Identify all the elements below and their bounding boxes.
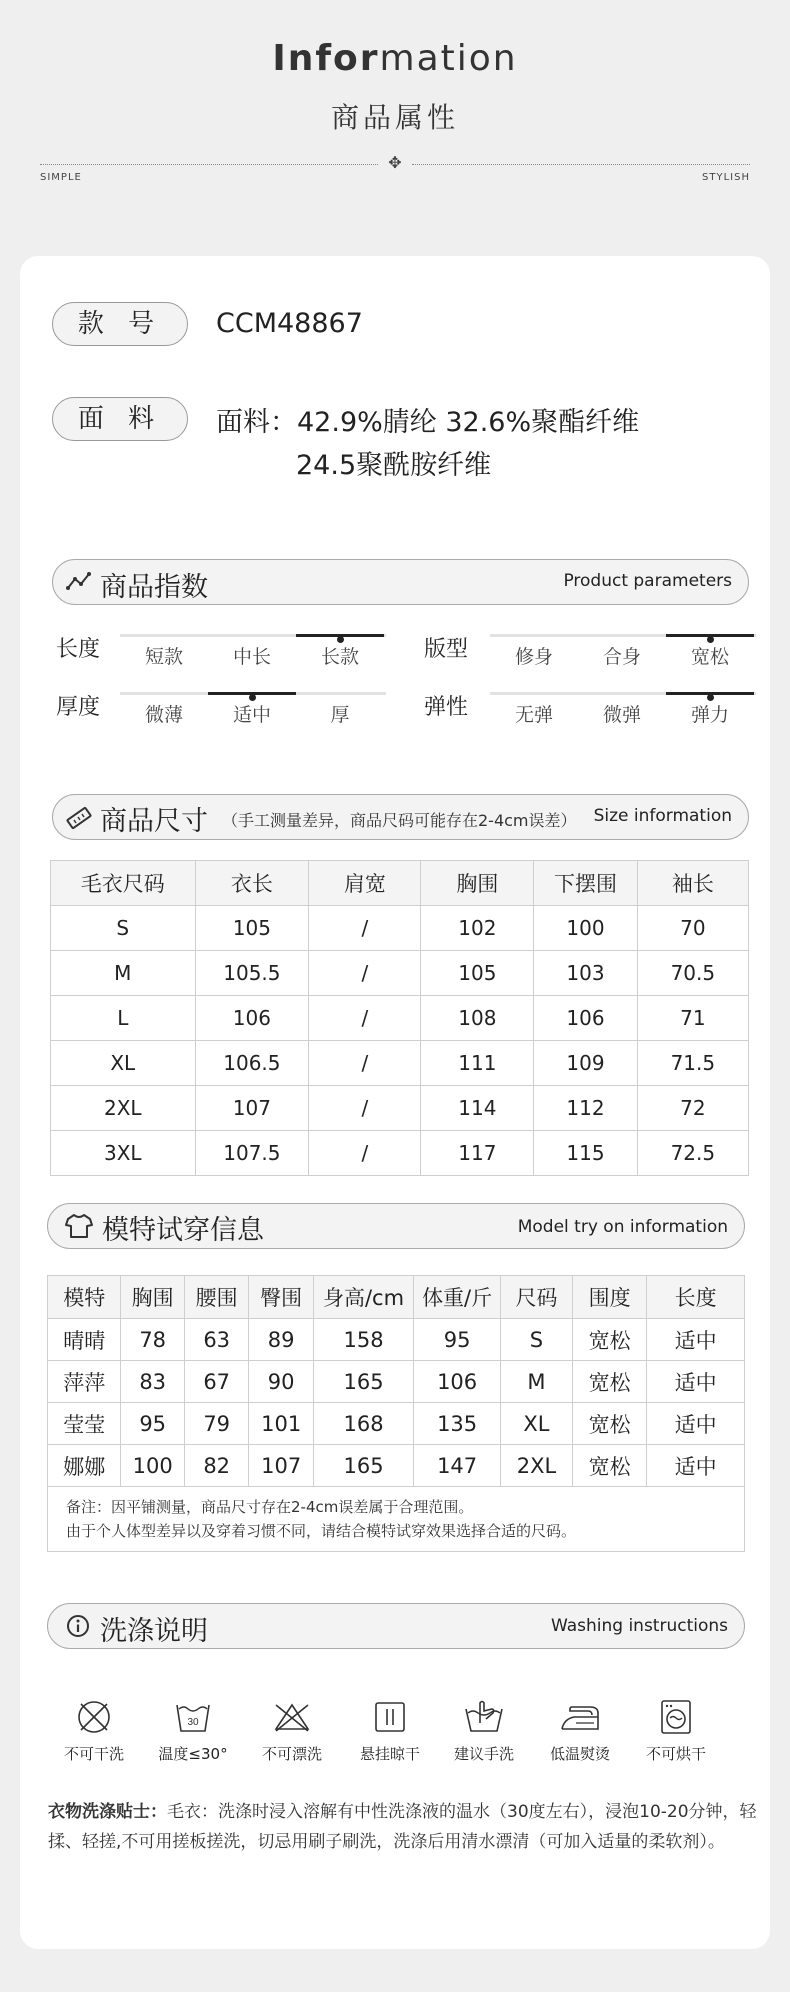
model-note-line-2: 由于个人体型差异以及穿着习惯不同，请结合模特试穿效果选择合适的尺码。 xyxy=(66,1522,577,1540)
size-cell: 107.5 xyxy=(195,1131,309,1176)
model-section-en: Model try on information xyxy=(517,1217,728,1237)
index-label: 弹性 xyxy=(424,695,469,720)
size-cell: 108 xyxy=(421,996,534,1041)
size-cell: 106 xyxy=(195,996,309,1041)
code-label: 款 号 xyxy=(52,302,188,346)
index-option: 弹力 xyxy=(690,704,729,726)
header-subtitle: 商品属性 xyxy=(330,101,459,134)
index-option: 适中 xyxy=(232,704,271,726)
table-row xyxy=(51,1086,749,1131)
header-left-tag: SIMPLE xyxy=(40,172,82,183)
index-option: 合身 xyxy=(602,646,641,668)
wash-item-label: 不可烘干 xyxy=(645,1745,706,1763)
model-cell: S xyxy=(501,1319,573,1361)
model-cell: 83 xyxy=(121,1361,185,1403)
size-cell: 2XL xyxy=(51,1086,196,1131)
wash-30-badge: 30 xyxy=(187,1717,199,1728)
wash-item-hand-wash xyxy=(444,1697,524,1764)
model-cell: 萍萍 xyxy=(48,1361,121,1403)
model-cell: 宽松 xyxy=(572,1361,646,1403)
wash-item-label: 建议手洗 xyxy=(453,1745,514,1763)
shirt-icon xyxy=(64,1213,94,1239)
size-col-header: 肩宽 xyxy=(309,861,421,906)
wash-section-title: 洗涤说明 xyxy=(100,1616,208,1647)
model-cell: 适中 xyxy=(647,1403,745,1445)
model-col-header: 体重/斤 xyxy=(414,1276,501,1319)
model-cell: M xyxy=(501,1361,573,1403)
size-table xyxy=(50,860,749,1176)
size-cell: 105.5 xyxy=(195,951,309,996)
size-col-header: 胸围 xyxy=(421,861,534,906)
index-option: 修身 xyxy=(514,646,553,668)
model-cell: 莹莹 xyxy=(48,1403,121,1445)
hand-wash-icon xyxy=(462,1697,506,1737)
model-col-header: 长度 xyxy=(647,1276,745,1319)
header-divider-right xyxy=(412,164,750,165)
size-cell: 100 xyxy=(534,906,637,951)
code-value: CCM48867 xyxy=(216,308,363,339)
table-row xyxy=(51,1041,749,1086)
wash-item-label: 低温熨烫 xyxy=(549,1745,610,1763)
size-cell: / xyxy=(309,951,421,996)
model-cell: 106 xyxy=(414,1361,501,1403)
model-col-header: 胸围 xyxy=(121,1276,185,1319)
size-cell: 105 xyxy=(421,951,534,996)
model-cell: 晴晴 xyxy=(48,1319,121,1361)
model-col-header: 模特 xyxy=(48,1276,121,1319)
table-row xyxy=(48,1403,745,1445)
model-cell: 宽松 xyxy=(572,1319,646,1361)
index-option: 无弹 xyxy=(514,704,553,726)
model-col-header: 围度 xyxy=(572,1276,646,1319)
model-col-header: 尺码 xyxy=(501,1276,573,1319)
wash-tip-label: 衣物洗涤贴士： xyxy=(48,1802,167,1822)
size-col-header: 衣长 xyxy=(195,861,309,906)
hang-dry-icon xyxy=(370,1697,410,1737)
no-dry-clean-icon xyxy=(74,1697,114,1737)
model-cell: 168 xyxy=(313,1403,413,1445)
size-cell: 70.5 xyxy=(637,951,748,996)
no-tumble-dry-icon xyxy=(656,1697,696,1737)
model-cell: 165 xyxy=(313,1361,413,1403)
model-cell: 165 xyxy=(313,1445,413,1487)
model-cell: 95 xyxy=(121,1403,185,1445)
table-row xyxy=(48,1319,745,1361)
table-row xyxy=(51,996,749,1041)
model-note xyxy=(48,1487,745,1552)
wash-item-no-bleach xyxy=(252,1697,332,1764)
size-cell: L xyxy=(51,996,196,1041)
fabric-line-2: 24.5聚酰胺纤维 xyxy=(296,450,492,481)
model-cell: 107 xyxy=(249,1445,313,1487)
index-option: 中长 xyxy=(232,646,271,668)
size-cell: 103 xyxy=(534,951,637,996)
model-cell: 95 xyxy=(414,1319,501,1361)
index-option: 厚 xyxy=(330,704,350,726)
size-cell: 70 xyxy=(637,906,748,951)
fabric-label: 面 料 xyxy=(52,397,188,441)
model-cell: 宽松 xyxy=(572,1445,646,1487)
size-cell: 106 xyxy=(534,996,637,1041)
table-row xyxy=(51,906,749,951)
size-cell: / xyxy=(309,996,421,1041)
model-cell: 79 xyxy=(184,1403,248,1445)
model-cell: 78 xyxy=(121,1319,185,1361)
model-table-header-row xyxy=(48,1276,745,1319)
index-option: 长款 xyxy=(320,646,359,668)
model-cell: 135 xyxy=(414,1403,501,1445)
size-cell: 117 xyxy=(421,1131,534,1176)
trend-line-icon xyxy=(66,570,92,592)
model-note-row xyxy=(48,1487,745,1552)
model-cell: 适中 xyxy=(647,1319,745,1361)
size-cell: / xyxy=(309,1041,421,1086)
index-option: 宽松 xyxy=(690,646,729,668)
model-table-body xyxy=(48,1319,745,1487)
model-cell: 宽松 xyxy=(572,1403,646,1445)
size-col-header: 下摆围 xyxy=(534,861,637,906)
size-cell: M xyxy=(51,951,196,996)
wash-item-label: 温度≤30° xyxy=(158,1745,228,1763)
index-option: 微弹 xyxy=(602,704,641,726)
model-note-line-1: 备注：因平铺测量，商品尺寸存在2-4cm误差属于合理范围。 xyxy=(66,1498,474,1516)
model-cell: 适中 xyxy=(647,1361,745,1403)
low-iron-icon xyxy=(558,1697,602,1737)
model-col-header: 腰围 xyxy=(184,1276,248,1319)
size-col-header: 袖长 xyxy=(637,861,748,906)
info-icon xyxy=(66,1614,90,1638)
size-cell: 72.5 xyxy=(637,1131,748,1176)
size-cell: 112 xyxy=(534,1086,637,1131)
size-cell: 71.5 xyxy=(637,1041,748,1086)
wash-item-label: 不可漂洗 xyxy=(261,1745,322,1763)
size-cell: 106.5 xyxy=(195,1041,309,1086)
model-cell: 娜娜 xyxy=(48,1445,121,1487)
size-section-en: Size information xyxy=(593,806,732,826)
model-table xyxy=(47,1275,745,1552)
model-cell: 67 xyxy=(184,1361,248,1403)
size-section-note: （手工测量差异，商品尺码可能存在2-4cm误差） xyxy=(222,811,577,830)
header-title-light: mation xyxy=(379,38,518,79)
index-label: 厚度 xyxy=(56,695,101,720)
size-section-title: 商品尺寸 xyxy=(100,806,208,837)
header-right-tag: STYLISH xyxy=(702,172,750,183)
index-option: 短款 xyxy=(144,646,183,668)
model-cell: 63 xyxy=(184,1319,248,1361)
model-cell: 82 xyxy=(184,1445,248,1487)
wash-item-wash-30 xyxy=(153,1697,233,1764)
wash-item-low-iron xyxy=(540,1697,620,1764)
wash-item-no-tumble-dry xyxy=(636,1697,716,1764)
model-cell: 适中 xyxy=(647,1445,745,1487)
table-row xyxy=(48,1361,745,1403)
size-cell: 105 xyxy=(195,906,309,951)
model-cell: 158 xyxy=(313,1319,413,1361)
model-cell: 101 xyxy=(249,1403,313,1445)
wash-tip-text: 毛衣：洗涤时浸入溶解有中性洗涤液的温水（30度左右），浸泡10-20分钟，轻揉、轻搓,不可用搓板搓洗，切忌用刷子刷洗，洗涤后用清水漂清（可加入适量的柔软剂）。 xyxy=(48,1802,757,1852)
wash-item-label: 不可干洗 xyxy=(63,1745,124,1763)
wash-item-label: 悬挂晾干 xyxy=(359,1745,420,1763)
fabric-line-1: 面料：42.9%腈纶 32.6%聚酯纤维 xyxy=(216,407,640,438)
index-option: 微薄 xyxy=(144,704,183,726)
model-col-header: 臀围 xyxy=(249,1276,313,1319)
header-title-bold: Infor xyxy=(272,38,380,79)
size-cell: 107 xyxy=(195,1086,309,1131)
size-cell: 3XL xyxy=(51,1131,196,1176)
size-cell: 111 xyxy=(421,1041,534,1086)
model-col-header: 身高/cm xyxy=(313,1276,413,1319)
index-section-en: Product parameters xyxy=(563,571,732,591)
cross-ornament-icon: ✥ xyxy=(388,153,402,172)
size-cell: 115 xyxy=(534,1131,637,1176)
table-row xyxy=(51,951,749,996)
size-cell: / xyxy=(309,906,421,951)
size-table-body xyxy=(51,906,749,1176)
size-cell: 72 xyxy=(637,1086,748,1131)
table-row xyxy=(51,1131,749,1176)
model-cell: 100 xyxy=(121,1445,185,1487)
size-cell: XL xyxy=(51,1041,196,1086)
size-cell: 109 xyxy=(534,1041,637,1086)
size-cell: / xyxy=(309,1086,421,1131)
size-cell: / xyxy=(309,1131,421,1176)
model-cell: 90 xyxy=(249,1361,313,1403)
no-bleach-icon xyxy=(272,1697,312,1737)
wash-tip xyxy=(48,1797,762,1857)
wash-30-icon xyxy=(173,1697,213,1737)
header-divider-left xyxy=(40,164,378,165)
wash-item-hang-dry xyxy=(350,1697,430,1764)
model-cell: 2XL xyxy=(501,1445,573,1487)
model-cell: 147 xyxy=(414,1445,501,1487)
model-cell: 89 xyxy=(249,1319,313,1361)
index-label: 版型 xyxy=(424,637,469,662)
ruler-icon xyxy=(66,805,92,831)
size-cell: S xyxy=(51,906,196,951)
size-cell: 71 xyxy=(637,996,748,1041)
model-section-title: 模特试穿信息 xyxy=(102,1215,264,1246)
header-title xyxy=(0,38,790,79)
wash-section-en: Washing instructions xyxy=(550,1616,728,1636)
size-table-header-row xyxy=(51,861,749,906)
model-cell: XL xyxy=(501,1403,573,1445)
wash-item-no-dry-clean xyxy=(54,1697,134,1764)
size-cell: 114 xyxy=(421,1086,534,1131)
table-row xyxy=(48,1445,745,1487)
size-col-header: 毛衣尺码 xyxy=(51,861,196,906)
index-label: 长度 xyxy=(56,637,101,662)
index-section-title: 商品指数 xyxy=(100,572,208,603)
size-cell: 102 xyxy=(421,906,534,951)
